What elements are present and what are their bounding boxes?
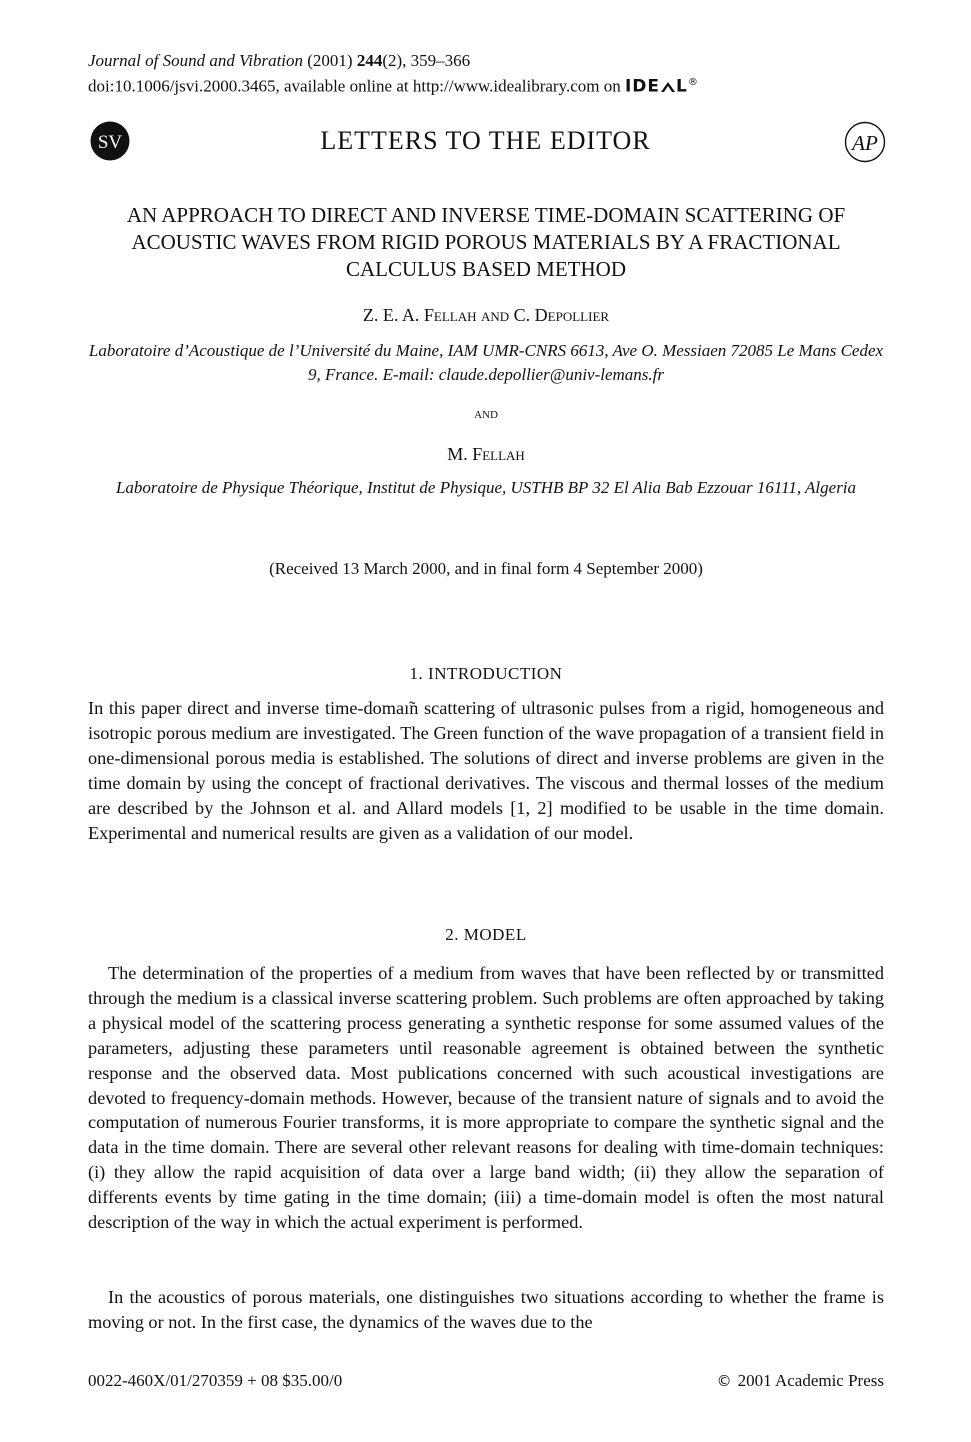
section-title: LETTERS TO THE EDITOR: [320, 126, 651, 155]
and-separator: and: [474, 406, 498, 422]
publisher: 2001 Academic Press: [737, 1371, 884, 1390]
model-paragraph-1: The determination of the properties of a medium from waves that have been reflected by or transmitted through the medium is a classical inverse scattering problem. Such problems are often approached by taking a physical model of the scattering process generating a synthetic response for some assumed values of the parameters, adjusting these parameters until reasonable agreement is obtained between the synthetic response and the observed data. Most publications concerned with such acoustical investigations are devoted to frequency-domain methods. However, because of the transient nature of signals and to avoid the computation of numerous Fourier transforms, it is more appropriate to compare the synthetic signal and the data in the time domain. There are several other relevant reasons for dealing with time-domain techniques: (i) they allow the rapid acquisition of data over a large band width; (ii) they allow the separation of differents events by time gating in the time domain; (iii) a time-domain model is often the most natural description of the way in which the actual experiment is performed.: [88, 963, 884, 1233]
ideal-logo: IDE L®: [624, 76, 699, 97]
section-heading-introduction: 1. INTRODUCTION: [409, 664, 563, 683]
authors-primary: Z. E. A. Fellah and C. Depollier: [362, 305, 610, 325]
journal-volume: 244: [356, 51, 383, 70]
journal-year: (2001): [307, 51, 353, 70]
model-paragraph-2: In the acoustics of porous materials, one distinguishes two situations according to whether the frame is moving or not. In the first case, the dynamics of the waves due to the: [88, 1287, 884, 1332]
introduction-paragraph: In this paper direct and inverse time-domaı̃n scattering of ultrasonic pulses from a rigid, homogeneous and isotropic porous medium are investigated. The Green function of the wave propagation of a transient field in one-dimensional porous media is established. The solutions of direct and inverse problems are given in the time domain by using the concept of fractional derivatives. The viscous and thermal losses of the medium are described by the Johnson et al. and Allard models [1, 2] modified to be usable in the time domain. Experimental and numerical results are given as a validation of our model.: [88, 698, 884, 843]
footer-issn: 0022-460X/01/270359 + 08 $35.00/0: [88, 1371, 343, 1390]
received-dates: (Received 13 March 2000, and in final form 4 September 2000): [269, 559, 703, 578]
ap-logo: [844, 121, 886, 163]
journal-citation: [88, 50, 470, 72]
section-heading-model: 2. MODEL: [445, 925, 527, 944]
doi-line: [88, 72, 699, 98]
ideal-arrow-icon: [660, 79, 676, 93]
affiliation-primary: Laboratoire d’Acoustique de l’Université du Maine, IAM UMR-CNRS 6613, Ave O. Messiaen 72085 Le Mans Cedex 9, France. E-mail: claude.depollier@univ-lemans.fr: [88, 341, 884, 384]
authors-secondary: M. Fellah: [447, 444, 525, 464]
footer-copyright: [717, 1370, 884, 1392]
copyright-symbol: ©: [716, 1372, 732, 1390]
sv-logo-text: SV: [97, 132, 123, 153]
affiliation-secondary: Laboratoire de Physique Théorique, Institut de Physique, USTHB BP 32 El Alia Bab Ezzouar 16111, Algeria: [115, 478, 857, 497]
ap-logo-text: AP: [852, 131, 878, 155]
doi-text: doi:10.1006/jsvi.2000.3465, available online at http://www.idealibrary.com on: [88, 76, 621, 96]
journal-name: Journal of Sound and Vibration: [88, 51, 304, 70]
journal-issue-pages: (2), 359–366: [382, 51, 471, 70]
paper-title: AN APPROACH TO DIRECT AND INVERSE TIME-DOMAIN SCATTERING OF ACOUSTIC WAVES FROM RIGID POROUS MATERIALS BY A FRACTIONAL CALCULUS BASED METHOD: [126, 203, 846, 281]
